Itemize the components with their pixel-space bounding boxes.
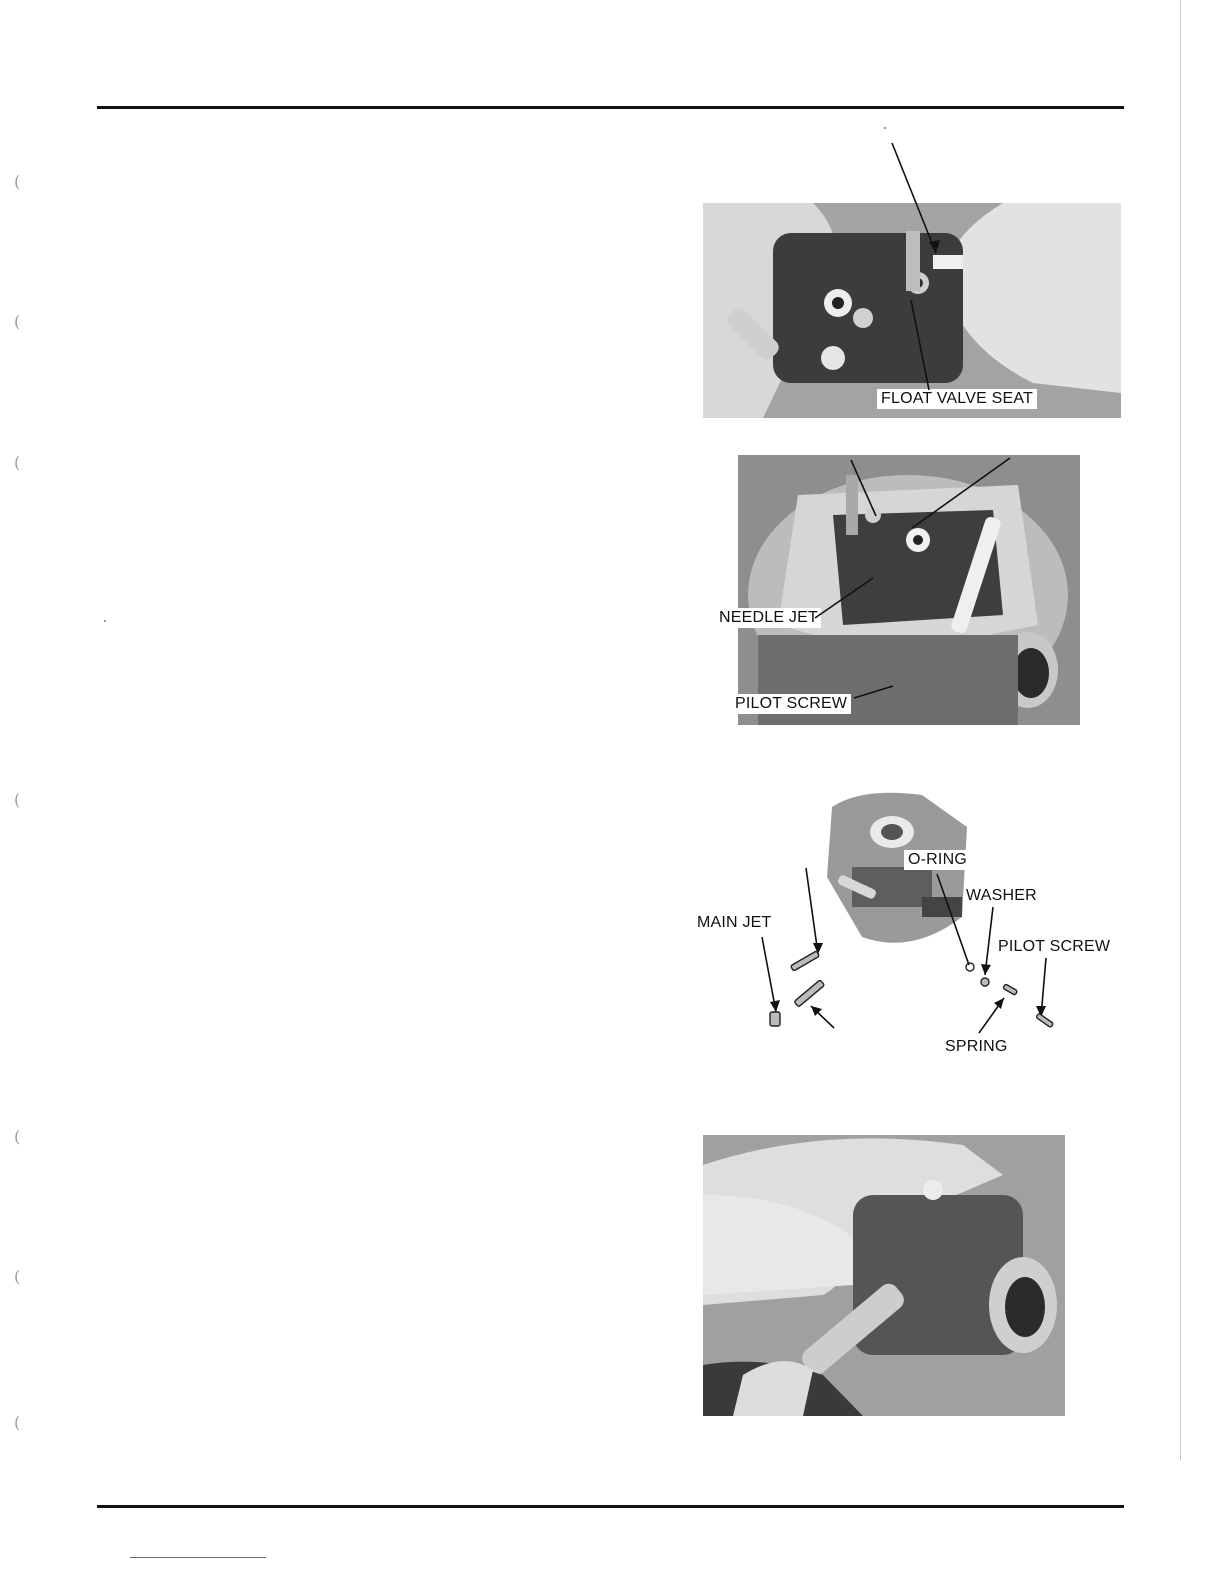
pilot-screw-label-fig3: PILOT SCREW [998, 938, 1111, 955]
o-ring-part [966, 963, 974, 971]
spring-label: SPRING [945, 1038, 1008, 1055]
carburetor-top-photo [703, 203, 1121, 418]
washer-part [981, 978, 989, 986]
binder-hole-mark: ( [14, 1413, 21, 1432]
leader-line [1041, 958, 1046, 1017]
arrow-head [811, 1006, 822, 1016]
carburetor-body-photo [738, 455, 1080, 725]
binder-hole-mark: ( [14, 172, 21, 191]
binder-hole-mark: ( [14, 312, 21, 331]
leader-line [762, 937, 776, 1012]
leader-line [811, 1006, 834, 1028]
leader-line [806, 868, 818, 954]
float-valve-seat-label: FLOAT VALVE SEAT [877, 389, 1037, 409]
jet-removal-photo [703, 1135, 1065, 1416]
pilot-screw-part [1036, 1013, 1054, 1027]
carburetor-exploded-photo [822, 787, 970, 955]
binder-hole-mark: ( [14, 453, 21, 472]
arrow-head [981, 964, 991, 975]
footer-link-underline[interactable] [130, 1557, 266, 1558]
footer-rule [97, 1505, 1124, 1508]
needle-jet-label: NEEDLE JET [716, 608, 821, 628]
jet-part [791, 951, 820, 971]
arrow-head [770, 1000, 780, 1012]
figure-4-photo [703, 1135, 1065, 1416]
spring-part [1003, 984, 1018, 995]
binder-hole-mark: ( [14, 790, 21, 809]
o-ring-label: O-RING [904, 850, 971, 870]
main-jet-part [770, 1012, 780, 1026]
main-jet-label: MAIN JET [697, 914, 772, 931]
pilot-screw-label-fig2: PILOT SCREW [731, 694, 851, 714]
figure-3-photo [822, 787, 970, 955]
binder-hole-mark: ( [14, 1267, 21, 1286]
washer-label: WASHER [966, 887, 1037, 904]
arrow-head [1036, 1006, 1046, 1017]
speck [104, 620, 106, 622]
page-edge-line [1180, 0, 1181, 1460]
figure-1-photo [703, 203, 1121, 418]
leader-line [979, 998, 1004, 1033]
figure-2-photo [738, 455, 1080, 725]
header-rule [97, 106, 1124, 109]
speck [884, 127, 886, 129]
arrow-head [994, 998, 1004, 1009]
needle-jet-part [794, 980, 825, 1007]
binder-hole-mark: ( [14, 1127, 21, 1146]
leader-line [985, 907, 993, 975]
